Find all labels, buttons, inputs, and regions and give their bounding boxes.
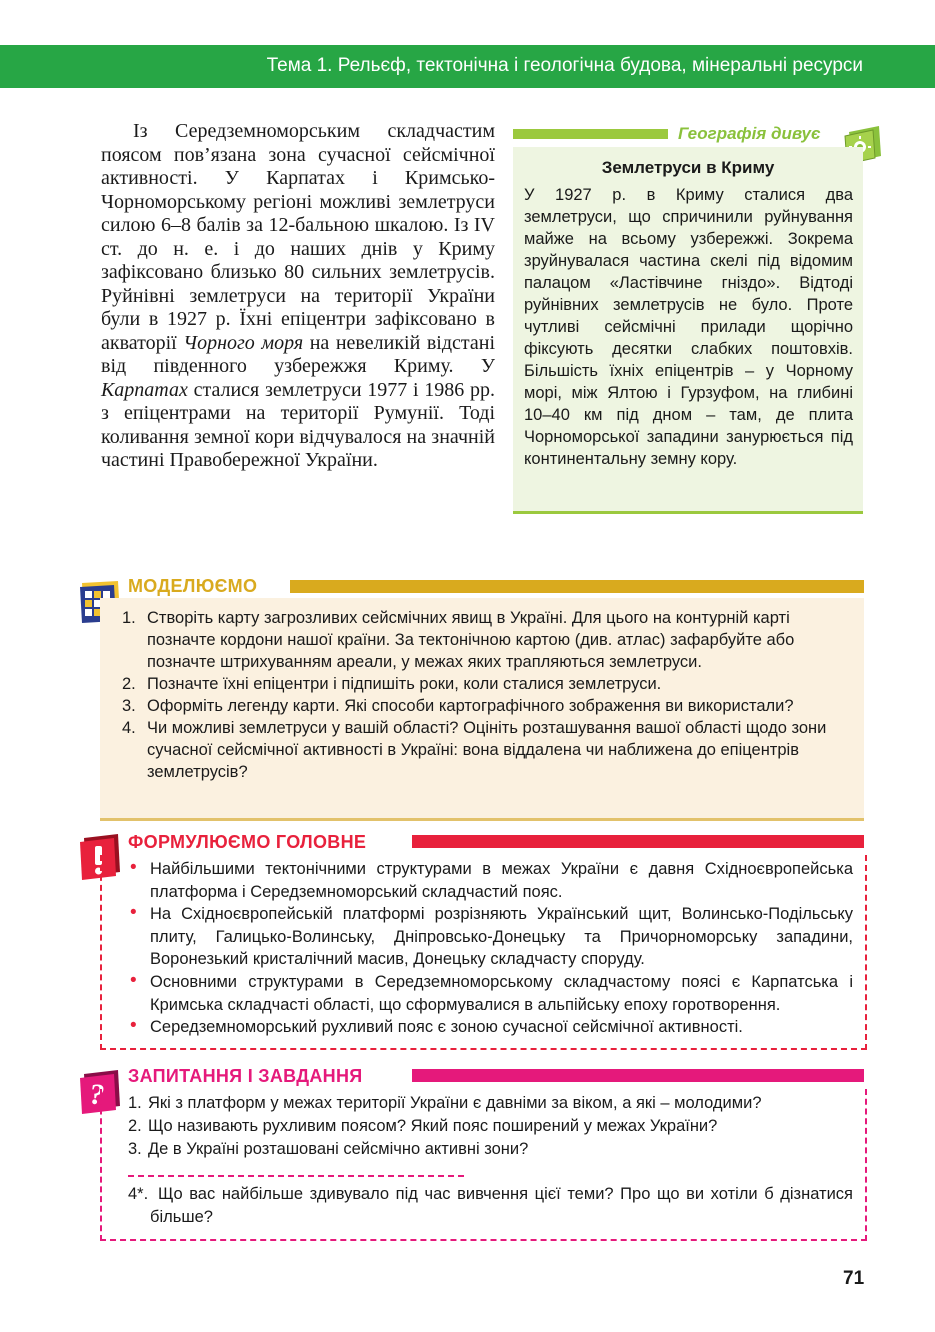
main-text-part-3: сталися землетруси 1977 і 1986 рр. з епіцентрами на території Румунії. Тоді коливання земної кори відчувалося на значній частині Правобережної України. (101, 378, 495, 471)
questions-heading-bar (412, 1069, 864, 1082)
sidebar-text: У 1927 р. в Криму сталися два землетруси, що спричинили руйнування майже на всьому узбережжі. Зокрема зруйнувалася частина скелі під відомим палацом «Ластівчине гніздо». Відтоді руйнівних землетрусів не було. Проте чутливі сейсмічні прилади щорічно фіксують десятки слабких поштовхів. Більшість їхніх епіцентрів – у Чорному морі, між Ялтою і Гурзуфом, на глибині 10–40 км під дном – там, де плита Чорноморської западини занурюється під континентальну земну кору. (524, 186, 853, 468)
list-item (128, 1092, 858, 1115)
list-item (122, 673, 854, 695)
carpathians-term: Карпатах (101, 378, 188, 401)
summary-heading: ФОРМУЛЮЄМО ГОЛОВНЕ (128, 832, 367, 852)
list-item (128, 1115, 858, 1138)
black-sea-term: Чорного моря (183, 331, 304, 354)
list-text: Чи можливі землетруси у вашій області? Оцініть розташування вашої області щодо зони сучасної сейсмічної активності в Україні: вона віддалена чи наближена до епіцентрів землетрусів? (147, 719, 827, 781)
main-text-part-1: Із Середземноморським складчастим поясом пов’язана зона сучасної сейсмічної активності. У Карпатах і Кримсько-Чорноморському регіоні можливі землетруси силою 6–8 балів за 12-бальною шкалою. Із IV ст. до н. е. і до наших днів у Криму зафіксовано близько 80 сильних землетрусів. Руйнівні землетруси на території України були в 1927 р. Їхні епіцентри зафіксовано в акваторії (101, 120, 495, 354)
svg-text:?: ? (89, 1078, 105, 1111)
list-item (122, 607, 854, 673)
list-item (128, 1138, 858, 1161)
list-item (128, 971, 853, 1016)
main-paragraph (101, 120, 495, 473)
list-item (128, 858, 853, 903)
list-text: Середземноморський рухливий пояс є зоною сучасної сейсмічної активності. (150, 1018, 743, 1037)
bullet-icon: • (130, 969, 137, 991)
list-text: Де в Україні розташовані сейсмічно активні зони? (148, 1140, 529, 1158)
list-item (128, 1016, 853, 1039)
list-text: Оформіть легенду карти. Які способи картографічного зображення ви використали? (147, 697, 794, 715)
list-number: 3. (122, 697, 136, 715)
model-heading-bar (290, 580, 864, 593)
list-number: 4*. (128, 1185, 149, 1203)
list-number: 2. (128, 1117, 142, 1135)
list-text: Позначте їхні епіцентри і підпишіть роки, коли сталися землетруси. (147, 675, 662, 693)
list-number: 1. (122, 609, 136, 627)
list-text: На Східноєвропейській платформі розрізняють Український щит, Волинсько-Подільську плиту, Галицько-Волинську, Дніпровсько-Донецьку та Причорноморську западини, Воронезький кристалічний масив, Донецьку складчасту споруду. (150, 905, 853, 969)
sidebar-accent-line (513, 129, 668, 139)
model-heading: МОДЕЛЮЄМО (128, 576, 258, 596)
bullet-icon: • (130, 857, 137, 878)
questions-heading: ЗАПИТАННЯ І ЗАВДАННЯ (128, 1066, 363, 1086)
list-item (122, 695, 854, 717)
model-task-list (122, 607, 854, 783)
list-text: Найбільшими тектонічними структурами в межах України є давня Східноєвропейська платформа і Середземноморський складчастий пояс. (150, 860, 853, 901)
list-item (122, 717, 854, 783)
sidebar-tag: Географія дивує (678, 124, 821, 143)
bullet-icon: • (130, 1015, 137, 1037)
questions-list (128, 1092, 858, 1161)
list-text: Що вас найбільше здивувало під час вивчення цієї теми? Про що ви хотіли б дізнатися більше? (150, 1185, 853, 1226)
sidebar-title: Землетруси в Криму (601, 158, 775, 177)
extra-question (128, 1183, 853, 1229)
list-text: Що називають рухливим поясом? Який пояс поширений у межах України? (148, 1117, 718, 1135)
list-number: 4. (122, 719, 136, 737)
page-number: 71 (843, 1268, 865, 1289)
questions-divider (128, 1175, 464, 1177)
list-item (128, 903, 853, 971)
list-number: 3. (128, 1140, 142, 1158)
list-text: Які з платформ у межах території України є давніми за віком, а які – молодими? (148, 1094, 762, 1112)
list-text: Основними структурами в Середземноморському складчастому поясі є Карпатська і Кримська складчасті області, що сформувалися в альпійську епоху горотворення. (150, 972, 853, 1014)
bullet-icon: • (130, 902, 137, 924)
list-text: Створіть карту загрозливих сейсмічних явищ в Україні. Для цього на контурній карті позначте кордони нашої країни. За тектонічною картою (див. атлас) зафарбуйте або позначте штрихуванням ареали, у межах яких трапляються землетруси. (147, 609, 795, 671)
main-text-part-2: на невеликій відстані від південного узбережжя Криму. У (101, 331, 496, 377)
topic-title: Тема 1. Рельєф, тектонічна і геологічна будова, мінеральні ресурси (266, 55, 863, 76)
list-number: 1. (128, 1094, 142, 1112)
summary-list (128, 858, 853, 1039)
summary-heading-bar (412, 835, 864, 848)
list-number: 2. (122, 675, 136, 693)
